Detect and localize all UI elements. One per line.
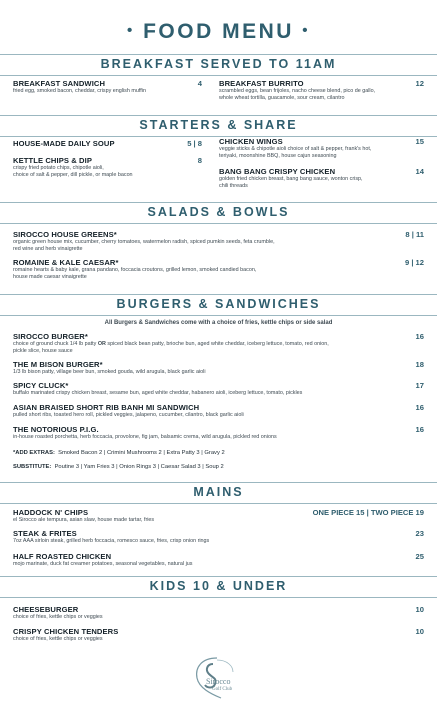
item-desc: 7oz AAA sirloin steak, grilled herb foccacia, romesco sauce, fries, crisp onion rings	[13, 538, 210, 544]
menu-item-spicy-cluck	[13, 381, 393, 397]
item-name: HOUSE-MADE DAILY SOUP	[13, 139, 115, 148]
item-desc: buffalo marinated crispy chicken breast, sesame bun, aged white cheddar, habanero aioli, iceberg lettuce, tomato, pickles	[13, 390, 303, 396]
item-price: 15	[415, 137, 424, 146]
item-desc: fried egg, smoked bacon, cheddar, crispy english muffin	[13, 88, 146, 94]
item-price: 4	[197, 79, 202, 88]
menu-item-roasted-chicken	[13, 552, 393, 568]
menu-item-bison-burger	[13, 360, 393, 376]
item-desc: choice of ground chuck 1/4 lb patty OR spiced black bean patty, brioche bun, aged white cheddar, iceberg lettuce, tomato, red onion,	[13, 341, 329, 347]
item-desc: pulled short ribs, toasted hero roll, pickled veggies, jalapeno, cucumber, cilantro, black garlic aioli	[13, 412, 244, 418]
item-name: SIROCCO HOUSE GREENS*	[13, 230, 117, 239]
add-extras-list: Smoked Bacon 2 | Crimini Mushrooms 2 | Extra Patty 3 | Gravy 2	[58, 450, 225, 456]
item-price: 8 | 11	[405, 230, 424, 239]
item-name: BREAKFAST BURRITO	[219, 79, 304, 88]
title-bullet-right: •	[302, 22, 311, 39]
logo-name: Sirocco	[206, 677, 231, 686]
item-name: ASIAN BRAISED SHORT RIB BANH MI SANDWICH	[13, 403, 200, 412]
section-breakfast-title: BREAKFAST SERVED TO 11AM	[100, 57, 337, 71]
item-desc: romaine hearts & baby kale, grana pandano, foccacia croutons, grilled lemon, smoked candied bacon,	[13, 267, 257, 273]
item-desc: choice of salt & pepper, dill pickle, or maple bacon	[13, 171, 133, 178]
item-name: STEAK & FRITES	[13, 529, 77, 538]
section-burgers-title: BURGERS & SANDWICHES	[116, 297, 321, 311]
section-mains	[0, 482, 437, 504]
item-price: 18	[415, 360, 424, 369]
item-name: HALF ROASTED CHICKEN	[13, 552, 112, 561]
add-extras	[13, 450, 225, 456]
item-price: 8	[197, 156, 202, 165]
section-starters	[0, 115, 437, 137]
item-name: CRISPY CHICKEN TENDERS	[13, 627, 119, 636]
menu-item-kale-caesar	[13, 258, 393, 280]
logo-text	[206, 678, 232, 694]
item-desc: organic green house mix, cucumber, cherry tomatoes, watermelon radish, spiced pumkin seeds, feta crumble,	[13, 239, 275, 245]
substitute-label: SUBSTITUTE:	[13, 464, 52, 470]
item-price: 16	[415, 403, 424, 412]
item-price: 9 | 12	[404, 258, 424, 267]
menu-item-breakfast-sandwich	[13, 79, 203, 95]
menu-item-house-greens	[13, 230, 393, 252]
item-desc: in-house roasted porchetta, herb foccacia, provolone, fig jam, balsamic crema, wild arugula, pickled red onions	[13, 434, 277, 440]
item-price: 23	[415, 529, 424, 538]
section-burgers	[0, 294, 437, 316]
section-kids-title: KIDS 10 & UNDER	[149, 579, 288, 593]
item-name: BANG BANG CRISPY CHICKEN	[219, 167, 336, 176]
item-price: 16	[415, 425, 424, 434]
menu-item-sirocco-burger	[13, 332, 403, 354]
burgers-note: All Burgers & Sandwiches come with a choice of fries, kettle chips or side salad	[104, 320, 333, 326]
item-name: HADDOCK N' CHIPS	[13, 508, 89, 517]
menu-item-bang-bang-chicken	[219, 167, 399, 189]
section-starters-title: STARTERS & SHARE	[139, 118, 298, 132]
section-kids	[0, 576, 437, 598]
item-price: 10	[415, 605, 424, 614]
menu-item-chicken-wings	[219, 137, 399, 159]
menu-item-kettle-chips	[13, 156, 203, 178]
menu-item-notorious-pig	[13, 425, 393, 441]
item-desc: crispy fried potato chips, chipotle aioli,	[13, 165, 104, 171]
item-desc: 1/3 lb bison patty, village beer bun, smoked gouda, wild arugula, black garlic aioli	[13, 369, 206, 375]
item-price: ONE PIECE 15 | TWO PIECE 19	[312, 508, 424, 517]
menu-item-cheeseburger	[13, 605, 393, 621]
section-breakfast	[0, 54, 437, 76]
item-price: 17	[415, 381, 424, 390]
item-price: 5 | 8	[187, 139, 202, 148]
item-desc: veggie sticks & chipotle aioli choice of salt & pepper, frank's hot,	[219, 146, 372, 152]
menu-item-haddock	[13, 508, 303, 524]
item-desc: whole wheat tortilla, guacamole, sour cream, cilantro	[219, 94, 345, 101]
item-name: THE M BISON BURGER*	[13, 360, 103, 369]
item-price: 14	[415, 167, 424, 176]
item-desc: red wine and herb vinaigrette	[13, 245, 83, 252]
substitute	[13, 464, 224, 470]
item-desc: golden fried chicken breast, bang bang sauce, wonton crisp,	[219, 176, 363, 182]
logo-sub: Golf Club	[212, 687, 233, 692]
item-name: ROMAINE & KALE CAESAR*	[13, 258, 119, 267]
add-extras-label: *ADD EXTRAS:	[13, 450, 55, 456]
item-price: 10	[415, 627, 424, 636]
item-desc: choice of fries, kettle chips or veggies	[13, 614, 103, 620]
item-name: KETTLE CHIPS & DIP	[13, 156, 93, 165]
item-desc: choice of fries, kettle chips or veggies	[13, 636, 103, 642]
item-name: SIROCCO BURGER*	[13, 332, 88, 341]
item-desc: teriyaki, moonshine BBQ, house cajun seasoning	[219, 152, 337, 159]
menu-item-steak-frites	[13, 529, 393, 545]
item-name: SPICY CLUCK*	[13, 381, 69, 390]
menu-item-breakfast-burrito	[219, 79, 399, 101]
item-name: BREAKFAST SANDWICH	[13, 79, 106, 88]
item-desc: el Sirocco ale tempura, asian slaw, house made tartar, fries	[13, 517, 155, 523]
item-desc: scrambled eggs, bean frijoles, nacho cheese blend, pico de gallo,	[219, 88, 376, 94]
item-desc: house made caesar vinaigrette	[13, 273, 87, 280]
item-price: 25	[415, 552, 424, 561]
item-price: 12	[415, 79, 424, 88]
item-desc: pickle slice, house sauce	[13, 347, 73, 354]
item-desc: chili threads	[219, 182, 248, 189]
menu-title-text: FOOD MENU	[143, 20, 294, 43]
menu-item-chicken-tenders	[13, 627, 393, 643]
substitute-list: Poutine 3 | Yam Fries 3 | Onion Rings 3 | Caesar Salad 3 | Soup 2	[54, 464, 224, 470]
item-name: CHEESEBURGER	[13, 605, 79, 614]
title-bullet-left: •	[126, 22, 135, 39]
section-salads	[0, 202, 437, 224]
item-desc: mojo marinate, duck fat creamer potatoes, seasonal vegetables, natural jus	[13, 561, 193, 567]
item-price: 16	[415, 332, 424, 341]
section-salads-title: SALADS & BOWLS	[147, 205, 290, 219]
item-name: THE NOTORIOUS P.I.G.	[13, 425, 99, 434]
section-mains-title: MAINS	[193, 485, 244, 499]
item-name: CHICKEN WINGS	[219, 137, 283, 146]
menu-item-banh-mi	[13, 403, 393, 419]
menu-title	[0, 20, 437, 44]
